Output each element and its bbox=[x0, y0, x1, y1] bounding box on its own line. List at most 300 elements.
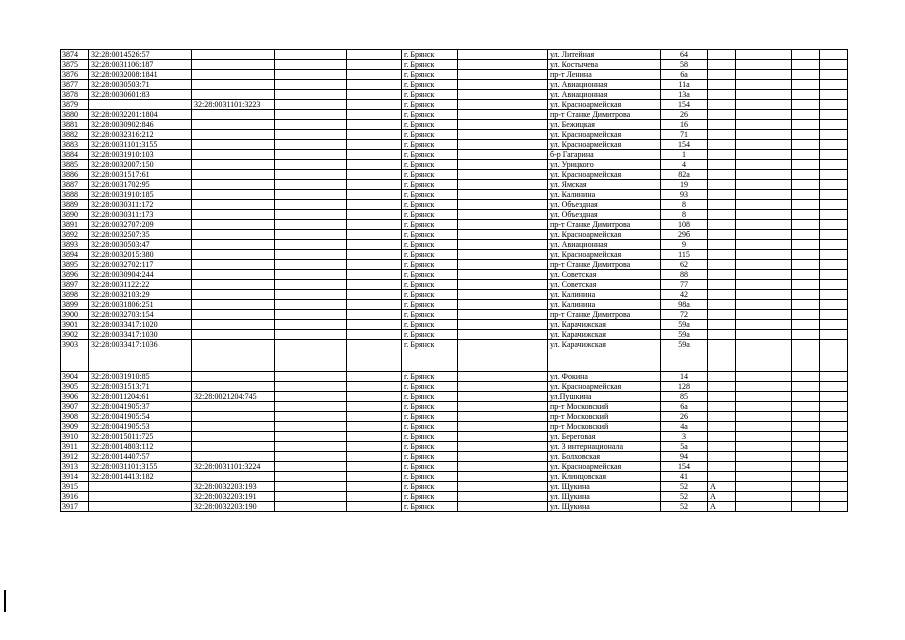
street-cell: ул. Карачижская bbox=[548, 330, 661, 340]
row-number-cell: 3875 bbox=[61, 60, 89, 70]
city-cell: г. Брянск bbox=[402, 452, 458, 462]
empty-cell bbox=[275, 80, 347, 90]
city-cell: г. Брянск bbox=[402, 372, 458, 382]
empty-cell bbox=[275, 240, 347, 250]
city-cell: г. Брянск bbox=[402, 70, 458, 80]
building-cadastral-cell bbox=[192, 220, 275, 230]
empty-cell bbox=[275, 472, 347, 482]
empty-cell bbox=[792, 502, 820, 512]
empty-cell bbox=[458, 240, 548, 250]
house-letter-cell bbox=[708, 432, 736, 442]
empty-cell bbox=[275, 90, 347, 100]
row-number-cell: 3876 bbox=[61, 70, 89, 80]
empty-cell bbox=[347, 160, 402, 170]
empty-cell bbox=[820, 280, 848, 290]
house-letter-cell bbox=[708, 240, 736, 250]
house-letter-cell bbox=[708, 110, 736, 120]
empty-cell bbox=[792, 422, 820, 432]
empty-cell bbox=[820, 372, 848, 382]
table-row bbox=[61, 70, 848, 80]
row-number-cell: 3885 bbox=[61, 160, 89, 170]
house-letter-cell bbox=[708, 330, 736, 340]
empty-cell bbox=[347, 260, 402, 270]
house-number-cell: 52 bbox=[661, 492, 708, 502]
city-cell: г. Брянск bbox=[402, 180, 458, 190]
empty-cell bbox=[820, 320, 848, 330]
house-letter-cell bbox=[708, 180, 736, 190]
empty-cell bbox=[458, 220, 548, 230]
cadastral-number-cell: 32:28:0032707:209 bbox=[89, 220, 192, 230]
empty-cell bbox=[275, 100, 347, 110]
page-edge-mark bbox=[4, 590, 6, 612]
empty-cell bbox=[347, 462, 402, 472]
house-letter-cell bbox=[708, 250, 736, 260]
street-cell: пр-т Ленина bbox=[548, 70, 661, 80]
city-cell: г. Брянск bbox=[402, 110, 458, 120]
house-number-cell: 98а bbox=[661, 300, 708, 310]
empty-cell bbox=[820, 160, 848, 170]
empty-cell bbox=[275, 140, 347, 150]
street-cell: ул. Объездная bbox=[548, 210, 661, 220]
empty-cell bbox=[347, 412, 402, 422]
house-number-cell: 6а bbox=[661, 70, 708, 80]
building-cadastral-cell: 32:28:0032203:191 bbox=[192, 492, 275, 502]
city-cell: г. Брянск bbox=[402, 412, 458, 422]
cadastral-number-cell: 32:28:0014407:57 bbox=[89, 452, 192, 462]
street-cell: ул. Фокина bbox=[548, 372, 661, 382]
row-number-cell: 3874 bbox=[61, 50, 89, 60]
empty-cell bbox=[736, 110, 792, 120]
empty-cell bbox=[458, 250, 548, 260]
empty-cell bbox=[347, 90, 402, 100]
house-number-cell: 88 bbox=[661, 270, 708, 280]
cadastral-number-cell: 32:28:0032103:29 bbox=[89, 290, 192, 300]
empty-cell bbox=[347, 120, 402, 130]
empty-cell bbox=[275, 392, 347, 402]
street-cell: ул. Красноармейская bbox=[548, 230, 661, 240]
empty-cell bbox=[820, 260, 848, 270]
house-number-cell: 29б bbox=[661, 230, 708, 240]
city-cell: г. Брянск bbox=[402, 100, 458, 110]
empty-cell bbox=[820, 170, 848, 180]
empty-cell bbox=[792, 452, 820, 462]
city-cell: г. Брянск bbox=[402, 120, 458, 130]
empty-cell bbox=[820, 150, 848, 160]
street-cell: пр-т Московский bbox=[548, 412, 661, 422]
building-cadastral-cell: 32:28:0032203:193 bbox=[192, 482, 275, 492]
table-row bbox=[61, 290, 848, 300]
empty-cell bbox=[347, 432, 402, 442]
row-number-cell: 3887 bbox=[61, 180, 89, 190]
building-cadastral-cell bbox=[192, 90, 275, 100]
empty-cell bbox=[792, 260, 820, 270]
cadastral-number-cell: 32:28:0030601:83 bbox=[89, 90, 192, 100]
empty-cell bbox=[820, 110, 848, 120]
cadastral-number-cell: 32:28:0014803:112 bbox=[89, 442, 192, 452]
house-letter-cell bbox=[708, 270, 736, 280]
empty-cell bbox=[275, 422, 347, 432]
empty-cell bbox=[820, 492, 848, 502]
table-row bbox=[61, 412, 848, 422]
house-letter-cell bbox=[708, 170, 736, 180]
empty-cell bbox=[820, 130, 848, 140]
empty-cell bbox=[347, 190, 402, 200]
cadastral-number-cell: 32:28:0041905:54 bbox=[89, 412, 192, 422]
table-row bbox=[61, 330, 848, 340]
city-cell: г. Брянск bbox=[402, 250, 458, 260]
cadastral-number-cell: 32:28:0032008:1841 bbox=[89, 70, 192, 80]
empty-cell bbox=[792, 442, 820, 452]
empty-cell bbox=[458, 50, 548, 60]
building-cadastral-cell bbox=[192, 412, 275, 422]
empty-cell bbox=[820, 140, 848, 150]
empty-cell bbox=[458, 300, 548, 310]
street-cell: б-р Гагарина bbox=[548, 150, 661, 160]
empty-cell bbox=[347, 402, 402, 412]
empty-cell bbox=[458, 190, 548, 200]
empty-cell bbox=[820, 382, 848, 392]
empty-cell bbox=[275, 160, 347, 170]
building-cadastral-cell bbox=[192, 442, 275, 452]
empty-cell bbox=[275, 502, 347, 512]
cadastral-number-cell: 32:28:0030503:71 bbox=[89, 80, 192, 90]
house-number-cell: 154 bbox=[661, 462, 708, 472]
empty-cell bbox=[736, 280, 792, 290]
house-number-cell: 26 bbox=[661, 110, 708, 120]
building-cadastral-cell bbox=[192, 382, 275, 392]
empty-cell bbox=[347, 180, 402, 190]
house-letter-cell bbox=[708, 130, 736, 140]
empty-cell bbox=[820, 422, 848, 432]
empty-cell bbox=[275, 462, 347, 472]
empty-cell bbox=[458, 412, 548, 422]
empty-cell bbox=[820, 300, 848, 310]
street-cell: ул. Красноармейская bbox=[548, 462, 661, 472]
house-letter-cell bbox=[708, 310, 736, 320]
table-row bbox=[61, 270, 848, 280]
city-cell: г. Брянск bbox=[402, 492, 458, 502]
empty-cell bbox=[275, 412, 347, 422]
house-letter-cell bbox=[708, 150, 736, 160]
building-cadastral-cell bbox=[192, 50, 275, 60]
empty-cell bbox=[736, 140, 792, 150]
street-cell: ул. Авиационная bbox=[548, 240, 661, 250]
empty-cell bbox=[458, 170, 548, 180]
row-number-cell: 3886 bbox=[61, 170, 89, 180]
empty-cell bbox=[458, 280, 548, 290]
street-cell: ул. Болховская bbox=[548, 452, 661, 462]
building-cadastral-cell: 32:28:0031101:3224 bbox=[192, 462, 275, 472]
house-number-cell: 94 bbox=[661, 452, 708, 462]
house-letter-cell bbox=[708, 90, 736, 100]
house-letter-cell bbox=[708, 200, 736, 210]
table-row bbox=[61, 90, 848, 100]
empty-cell bbox=[736, 240, 792, 250]
table-row bbox=[61, 240, 848, 250]
empty-cell bbox=[275, 372, 347, 382]
house-number-cell: 59а bbox=[661, 340, 708, 372]
cadastral-number-cell: 32:28:0041905:37 bbox=[89, 402, 192, 412]
empty-cell bbox=[792, 330, 820, 340]
empty-cell bbox=[347, 170, 402, 180]
table-row bbox=[61, 340, 848, 372]
empty-cell bbox=[347, 250, 402, 260]
empty-cell bbox=[736, 422, 792, 432]
street-cell: ул. Бежицкая bbox=[548, 120, 661, 130]
table-row bbox=[61, 180, 848, 190]
empty-cell bbox=[820, 90, 848, 100]
cadastral-number-cell: 32:28:0030311:173 bbox=[89, 210, 192, 220]
empty-cell bbox=[820, 392, 848, 402]
street-cell: ул. Красноармейская bbox=[548, 170, 661, 180]
cadastral-number-cell bbox=[89, 482, 192, 492]
row-number-cell: 3901 bbox=[61, 320, 89, 330]
empty-cell bbox=[275, 290, 347, 300]
street-cell: ул. Урицкого bbox=[548, 160, 661, 170]
empty-cell bbox=[458, 140, 548, 150]
empty-cell bbox=[792, 110, 820, 120]
empty-cell bbox=[347, 330, 402, 340]
house-letter-cell bbox=[708, 160, 736, 170]
empty-cell bbox=[792, 372, 820, 382]
house-letter-cell bbox=[708, 260, 736, 270]
house-letter-cell bbox=[708, 220, 736, 230]
empty-cell bbox=[736, 270, 792, 280]
empty-cell bbox=[820, 100, 848, 110]
empty-cell bbox=[792, 100, 820, 110]
empty-cell bbox=[458, 120, 548, 130]
empty-cell bbox=[820, 210, 848, 220]
building-cadastral-cell bbox=[192, 432, 275, 442]
empty-cell bbox=[275, 250, 347, 260]
house-number-cell: 59а bbox=[661, 330, 708, 340]
house-number-cell: 52 bbox=[661, 502, 708, 512]
empty-cell bbox=[792, 180, 820, 190]
row-number-cell: 3907 bbox=[61, 402, 89, 412]
house-number-cell: 1 bbox=[661, 150, 708, 160]
city-cell: г. Брянск bbox=[402, 280, 458, 290]
table-row bbox=[61, 100, 848, 110]
empty-cell bbox=[792, 392, 820, 402]
empty-cell bbox=[792, 432, 820, 442]
empty-cell bbox=[820, 50, 848, 60]
row-number-cell: 3878 bbox=[61, 90, 89, 100]
cadastral-number-cell: 32:28:0030902:846 bbox=[89, 120, 192, 130]
empty-cell bbox=[792, 190, 820, 200]
house-number-cell: 4 bbox=[661, 160, 708, 170]
street-cell: ул. Щукина bbox=[548, 482, 661, 492]
row-number-cell: 3906 bbox=[61, 392, 89, 402]
empty-cell bbox=[736, 320, 792, 330]
empty-cell bbox=[275, 492, 347, 502]
empty-cell bbox=[792, 492, 820, 502]
building-cadastral-cell bbox=[192, 190, 275, 200]
table-row bbox=[61, 382, 848, 392]
row-number-cell: 3893 bbox=[61, 240, 89, 250]
house-letter-cell: А bbox=[708, 492, 736, 502]
empty-cell bbox=[792, 230, 820, 240]
empty-cell bbox=[820, 230, 848, 240]
empty-cell bbox=[275, 340, 347, 372]
house-letter-cell bbox=[708, 190, 736, 200]
city-cell: г. Брянск bbox=[402, 160, 458, 170]
empty-cell bbox=[458, 310, 548, 320]
table-row bbox=[61, 220, 848, 230]
cadastral-number-cell bbox=[89, 492, 192, 502]
empty-cell bbox=[275, 270, 347, 280]
city-cell: г. Брянск bbox=[402, 382, 458, 392]
table-row bbox=[61, 310, 848, 320]
building-cadastral-cell bbox=[192, 240, 275, 250]
city-cell: г. Брянск bbox=[402, 402, 458, 412]
row-number-cell: 3910 bbox=[61, 432, 89, 442]
house-letter-cell bbox=[708, 320, 736, 330]
house-letter-cell bbox=[708, 290, 736, 300]
empty-cell bbox=[458, 482, 548, 492]
house-letter-cell bbox=[708, 50, 736, 60]
empty-cell bbox=[792, 472, 820, 482]
empty-cell bbox=[736, 492, 792, 502]
city-cell: г. Брянск bbox=[402, 80, 458, 90]
building-cadastral-cell bbox=[192, 230, 275, 240]
street-cell: пр-т Станке Димитрова bbox=[548, 220, 661, 230]
row-number-cell: 3909 bbox=[61, 422, 89, 432]
building-cadastral-cell bbox=[192, 330, 275, 340]
empty-cell bbox=[347, 280, 402, 290]
cadastral-number-cell: 32:28:0032201:1804 bbox=[89, 110, 192, 120]
empty-cell bbox=[736, 372, 792, 382]
empty-cell bbox=[736, 220, 792, 230]
empty-cell bbox=[736, 70, 792, 80]
house-letter-cell bbox=[708, 382, 736, 392]
empty-cell bbox=[275, 120, 347, 130]
empty-cell bbox=[275, 330, 347, 340]
empty-cell bbox=[736, 90, 792, 100]
row-number-cell: 3884 bbox=[61, 150, 89, 160]
house-number-cell: 13а bbox=[661, 90, 708, 100]
cadastral-number-cell: 32:28:0032007:150 bbox=[89, 160, 192, 170]
empty-cell bbox=[792, 382, 820, 392]
row-number-cell: 3895 bbox=[61, 260, 89, 270]
building-cadastral-cell bbox=[192, 402, 275, 412]
empty-cell bbox=[736, 200, 792, 210]
empty-cell bbox=[736, 210, 792, 220]
building-cadastral-cell bbox=[192, 200, 275, 210]
house-letter-cell bbox=[708, 300, 736, 310]
table-row bbox=[61, 80, 848, 90]
empty-cell bbox=[820, 432, 848, 442]
empty-cell bbox=[347, 452, 402, 462]
row-number-cell: 3881 bbox=[61, 120, 89, 130]
empty-cell bbox=[792, 150, 820, 160]
empty-cell bbox=[820, 60, 848, 70]
empty-cell bbox=[458, 330, 548, 340]
row-number-cell: 3880 bbox=[61, 110, 89, 120]
table-row bbox=[61, 200, 848, 210]
empty-cell bbox=[820, 270, 848, 280]
cadastral-number-cell: 32:28:0033417:1036 bbox=[89, 340, 192, 372]
empty-cell bbox=[792, 300, 820, 310]
cadastral-number-cell: 32:28:0033417:1020 bbox=[89, 320, 192, 330]
city-cell: г. Брянск bbox=[402, 200, 458, 210]
building-cadastral-cell bbox=[192, 150, 275, 160]
empty-cell bbox=[736, 402, 792, 412]
empty-cell bbox=[275, 382, 347, 392]
empty-cell bbox=[792, 140, 820, 150]
empty-cell bbox=[820, 412, 848, 422]
table-row bbox=[61, 120, 848, 130]
empty-cell bbox=[820, 472, 848, 482]
building-cadastral-cell bbox=[192, 80, 275, 90]
empty-cell bbox=[275, 210, 347, 220]
street-cell: ул. Карачижская bbox=[548, 340, 661, 372]
empty-cell bbox=[736, 150, 792, 160]
building-cadastral-cell bbox=[192, 60, 275, 70]
house-number-cell: 77 bbox=[661, 280, 708, 290]
house-number-cell: 59а bbox=[661, 320, 708, 330]
house-number-cell: 3 bbox=[661, 432, 708, 442]
empty-cell bbox=[736, 290, 792, 300]
house-number-cell: 14 bbox=[661, 372, 708, 382]
cadastral-number-cell: 32:28:0033417:1030 bbox=[89, 330, 192, 340]
empty-cell bbox=[792, 70, 820, 80]
cadastral-number-cell: 32:28:0031702:95 bbox=[89, 180, 192, 190]
empty-cell bbox=[347, 80, 402, 90]
empty-cell bbox=[275, 310, 347, 320]
empty-cell bbox=[820, 120, 848, 130]
empty-cell bbox=[347, 392, 402, 402]
house-number-cell: 58 bbox=[661, 60, 708, 70]
empty-cell bbox=[736, 452, 792, 462]
empty-cell bbox=[736, 180, 792, 190]
empty-cell bbox=[275, 50, 347, 60]
empty-cell bbox=[347, 340, 402, 372]
table-row bbox=[61, 452, 848, 462]
street-cell: ул. Красноармейская bbox=[548, 100, 661, 110]
empty-cell bbox=[736, 230, 792, 240]
empty-cell bbox=[458, 210, 548, 220]
street-cell: ул. Ямская bbox=[548, 180, 661, 190]
house-letter-cell bbox=[708, 452, 736, 462]
empty-cell bbox=[347, 310, 402, 320]
table-row bbox=[61, 190, 848, 200]
empty-cell bbox=[458, 502, 548, 512]
empty-cell bbox=[347, 70, 402, 80]
table-row bbox=[61, 462, 848, 472]
empty-cell bbox=[458, 130, 548, 140]
building-cadastral-cell bbox=[192, 120, 275, 130]
empty-cell bbox=[275, 150, 347, 160]
house-number-cell: 62 bbox=[661, 260, 708, 270]
table-row bbox=[61, 492, 848, 502]
empty-cell bbox=[347, 382, 402, 392]
house-letter-cell bbox=[708, 140, 736, 150]
empty-cell bbox=[820, 330, 848, 340]
house-number-cell: 72 bbox=[661, 310, 708, 320]
street-cell: ул. Литейная bbox=[548, 50, 661, 60]
cadastral-number-cell: 32:28:0015011:725 bbox=[89, 432, 192, 442]
house-letter-cell: А bbox=[708, 482, 736, 492]
city-cell: г. Брянск bbox=[402, 310, 458, 320]
table-row bbox=[61, 160, 848, 170]
building-cadastral-cell bbox=[192, 170, 275, 180]
empty-cell bbox=[736, 392, 792, 402]
row-number-cell: 3896 bbox=[61, 270, 89, 280]
cadastral-number-cell: 32:28:0031910:103 bbox=[89, 150, 192, 160]
table-row bbox=[61, 432, 848, 442]
building-cadastral-cell bbox=[192, 280, 275, 290]
empty-cell bbox=[736, 502, 792, 512]
